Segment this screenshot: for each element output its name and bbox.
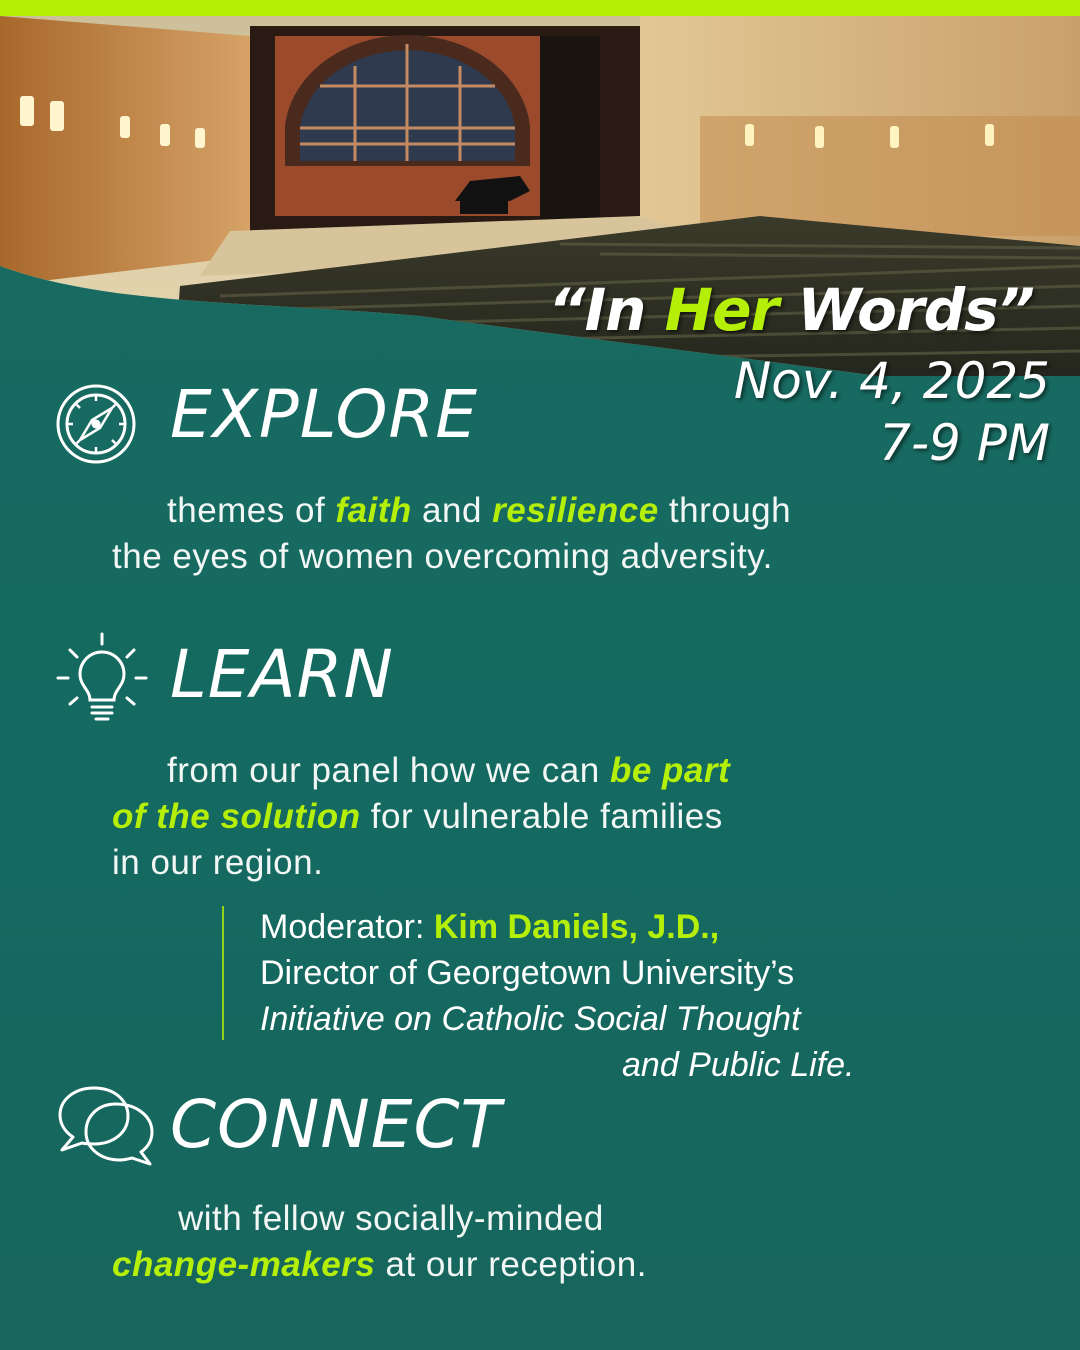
- explore-heading: EXPLORE: [170, 376, 478, 453]
- event-title-highlight: Her: [664, 276, 779, 344]
- learn-text: [112, 748, 872, 886]
- compass-icon: [54, 382, 138, 471]
- explore-text: [112, 488, 932, 580]
- connect-text-2: at our reception.: [375, 1245, 647, 1284]
- event-title-open: “In: [548, 276, 665, 344]
- moderator-name: Kim Daniels, J.D.,: [433, 908, 720, 946]
- learn-heading: LEARN: [170, 636, 394, 713]
- learn-text-1: from our panel how we can: [167, 751, 610, 790]
- event-title: [548, 276, 1034, 344]
- event-date: Nov. 4, 2025: [733, 352, 1050, 410]
- learn-text-2: for vulnerable families: [360, 797, 723, 836]
- moderator-role: Director of Georgetown University’s: [260, 954, 795, 992]
- learn-text-3: in our region.: [112, 843, 324, 882]
- event-time: 7-9 PM: [879, 414, 1050, 472]
- explore-hl-faith: faith: [335, 491, 412, 530]
- event-title-close: Words”: [778, 276, 1034, 344]
- chat-bubbles-icon: [54, 1082, 158, 1173]
- accent-top-bar: [0, 0, 1080, 16]
- learn-hl-1: be part: [609, 751, 731, 790]
- explore-text-2: and: [411, 491, 493, 530]
- explore-hl-resilience: resilience: [492, 491, 659, 530]
- moderator-divider: [222, 906, 224, 1040]
- moderator-label: Moderator:: [260, 908, 434, 946]
- connect-heading: CONNECT: [170, 1086, 502, 1163]
- learn-hl-2: of the solution: [112, 797, 361, 836]
- connect-text-1: with fellow socially-minded: [178, 1199, 604, 1238]
- explore-text-1: themes of: [167, 491, 336, 530]
- initiative-line-1: Initiative on Catholic Social Thought: [260, 1000, 801, 1038]
- connect-hl-1: change-makers: [112, 1245, 376, 1284]
- connect-text: [112, 1196, 872, 1288]
- moderator-block: [260, 904, 940, 1088]
- explore-text-3: through: [658, 491, 792, 530]
- lightbulb-icon: [54, 632, 150, 733]
- initiative-line-2: and Public Life.: [622, 1046, 855, 1084]
- explore-text-4: the eyes of women overcoming adversity.: [112, 537, 773, 576]
